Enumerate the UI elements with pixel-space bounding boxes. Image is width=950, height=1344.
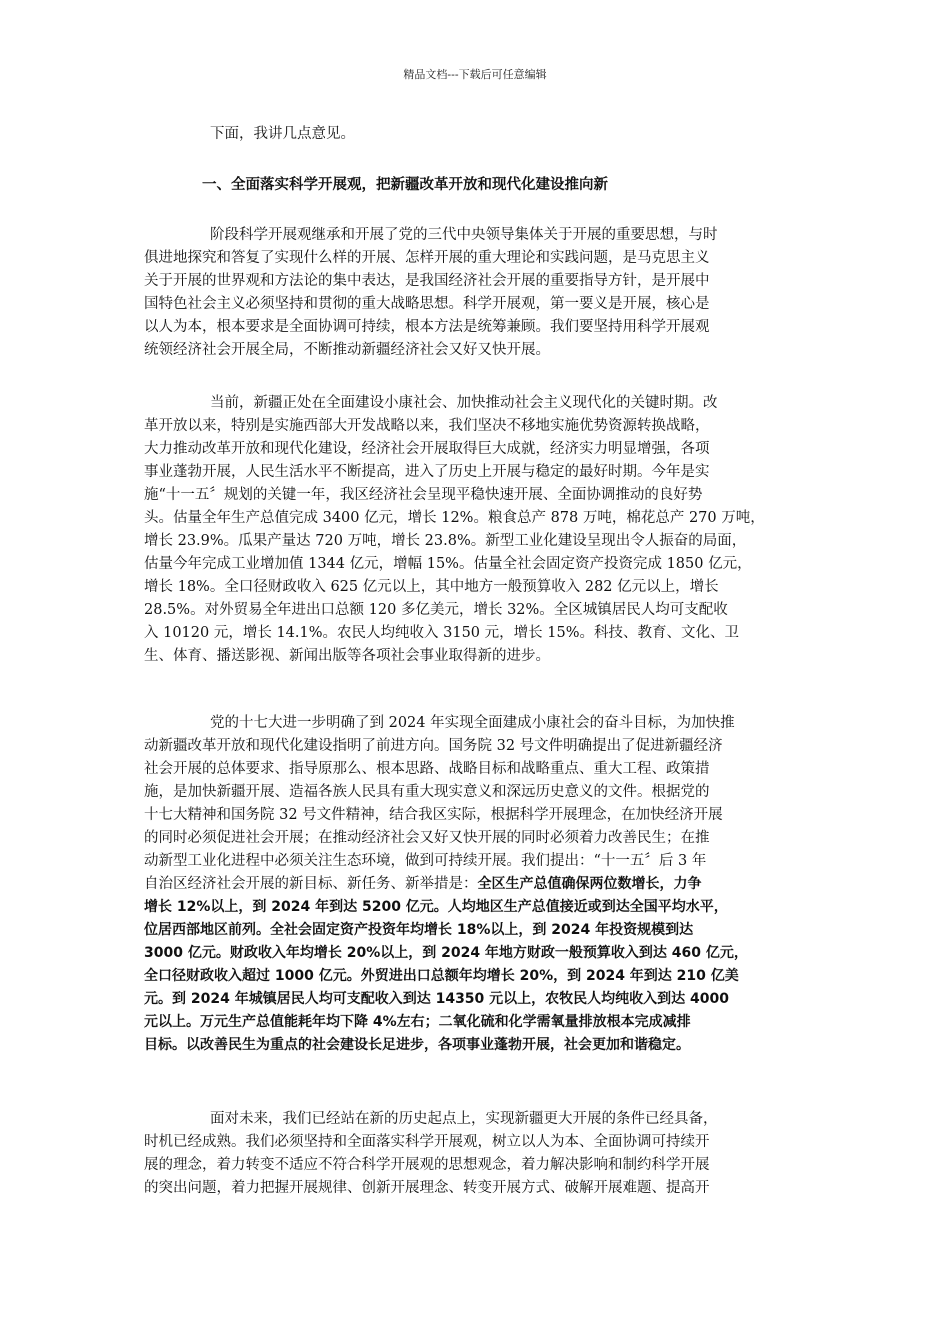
- text-line: 当前，新疆正处在全面建设小康社会、加快推动社会主义现代化的关键时期。改: [210, 395, 718, 411]
- text-line: 动新型工业化进程中必须关注生态环境，做到可持续开展。我们提出：“十一五〞后 3 年: [144, 853, 707, 869]
- paragraph-1: [144, 224, 816, 362]
- bold-text-line: 3000 亿元。财政收入年均增长 20%以上，到 2024 年地方财政一般预算收入到达 460 亿元，: [144, 945, 748, 961]
- text-line: 革开放以来，特别是实施西部大开发战略以来，我们坚决不移地实施优势资源转换战略，: [144, 418, 710, 434]
- text-line: 俱进地探究和答复了实现什么样的开展、怎样开展的重大理论和实践问题，是马克思主义: [144, 250, 710, 266]
- text-line: 施，是加快新疆开展、造福各族人民具有重大现实意义和深远历史意义的文件。根据党的: [144, 784, 710, 800]
- bold-text-line: 元。到 2024 年城镇居民人均可支配收入到达 14350 元以上，农牧民人均纯收入到达 4000: [144, 991, 730, 1007]
- text-line: 社会开展的总体要求、指导原那么、根本思路、战略目标和战略重点、重大工程、政策措: [144, 761, 710, 777]
- text-line: 阶段科学开展观继承和开展了党的三代中央领导集体关于开展的重要思想，与时: [210, 227, 718, 243]
- text-line: 入 10120 元，增长 14.1%。农民人均纯收入 3150 元，增长 15%。科技、教育、文化、卫: [144, 625, 739, 641]
- text-span: 自治区经济社会开展的新目标、新任务、新举措是：: [144, 876, 478, 892]
- text-line: 时机已经成熟。我们必须坚持和全面落实科学开展观，树立以人为本、全面协调可持续开: [144, 1134, 710, 1150]
- text-line: 统领经济社会开展全局，不断推动新疆经济社会又好又快开展。: [144, 342, 550, 358]
- text-line: 以人为本，根本要求是全面协调可持续，根本方法是统筹兼顾。我们要坚持用科学开展观: [144, 319, 710, 335]
- text-line: 展的理念，着力转变不适应不符合科学开展观的思想观念，着力解决影响和制约科学开展: [144, 1157, 710, 1173]
- intro-paragraph: [144, 123, 816, 146]
- text-line: 关于开展的世界观和方法论的集中表达，是我国经济社会开展的重要指导方针，是开展中: [144, 273, 710, 289]
- text-line: 28.5%。对外贸易全年进出口总额 120 多亿美元，增长 32%。全区城镇居民人均可支配收: [144, 602, 728, 618]
- bold-text-line: 位居西部地区前列。全社会固定资产投资年均增长 18%以上，到 2024 年投资规模到达: [144, 922, 694, 938]
- text-line: 的突出问题，着力把握开展规律、创新开展理念、转变开展方式、破解开展难题、提高开: [144, 1180, 710, 1196]
- bold-text-line: 全口径财政收入超过 1000 亿元。外贸进出口总额年均增长 20%，到 2024 年到达 210 亿美: [144, 968, 739, 984]
- paragraph-3: [144, 712, 816, 1057]
- text-line: 事业蓬勃开展，人民生活水平不断提高，进入了历史上开展与稳定的最好时期。今年是实: [144, 464, 710, 480]
- text-line: 面对未来，我们已经站在新的历史起点上，实现新疆更大开展的条件已经具备，: [210, 1111, 718, 1127]
- paragraph-4: [144, 1108, 816, 1200]
- bold-text-line: 增长 12%以上，到 2024 年到达 5200 亿元。人均地区生产总值接近或到达全国平均水平，: [144, 899, 728, 915]
- heading-line: 一、全面落实科学开展观，把新疆改革开放和现代化建设推向新: [202, 177, 608, 193]
- text-line: 生、体育、播送影视、新闻出版等各项社会事业取得新的进步。: [144, 648, 550, 664]
- text-line: 大力推动改革开放和现代化建设，经济社会开展取得巨大成就，经济实力明显增强，各项: [144, 441, 710, 457]
- text-line: 估量今年完成工业增加值 1344 亿元，增幅 15%。估量全社会固定资产投资完成 1850 亿元，: [144, 556, 752, 572]
- section-heading: [144, 174, 816, 197]
- text-line: 动新疆改革开放和现代化建设指明了前进方向。国务院 32 号文件明确提出了促进新疆经济: [144, 738, 723, 754]
- page-header: 精品文档---下载后可任意编辑: [403, 68, 547, 81]
- text-line-mixed: [144, 873, 816, 896]
- bold-text-line: 目标。以改善民生为重点的社会建设长足进步，各项事业蓬勃开展，社会更加和谐稳定。: [144, 1037, 690, 1053]
- bold-text-line: 元以上。万元生产总值能耗年均下降 4%左右；二氧化硫和化学需氧量排放根本完成减排: [144, 1014, 691, 1030]
- text-line: 下面，我讲几点意见。: [210, 126, 355, 142]
- text-line: 增长 23.9%。瓜果产量达 720 万吨，增长 23.8%。新型工业化建设呈现出令人振奋的局面，: [144, 533, 747, 549]
- text-line: 十七大精神和国务院 32 号文件精神，结合我区实际，根据科学开展理念，在加快经济开展: [144, 807, 723, 823]
- text-line: 的同时必须促进社会开展；在推动经济社会又好又快开展的同时必须着力改善民生；在推: [144, 830, 710, 846]
- text-line: 头。估量全年生产总值完成 3400 亿元，增长 12%。粮食总产 878 万吨，棉花总产 270 万吨，: [144, 510, 765, 526]
- text-line: 国特色社会主义必须坚持和贯彻的重大战略思想。科学开展观，第一要义是开展，核心是: [144, 296, 710, 312]
- text-line: 施“十一五〞规划的关键一年，我区经济社会呈现平稳快速开展、全面协调推动的良好势: [144, 487, 703, 503]
- bold-text-span: 全区生产总值确保两位数增长，力争: [477, 876, 702, 892]
- text-line: 增长 18%。全口径财政收入 625 亿元以上，其中地方一般预算收入 282 亿元以上，增长: [144, 579, 719, 595]
- text-line: 党的十七大进一步明确了到 2024 年实现全面建成小康社会的奋斗目标，为加快推: [210, 715, 735, 731]
- paragraph-2: [144, 392, 816, 668]
